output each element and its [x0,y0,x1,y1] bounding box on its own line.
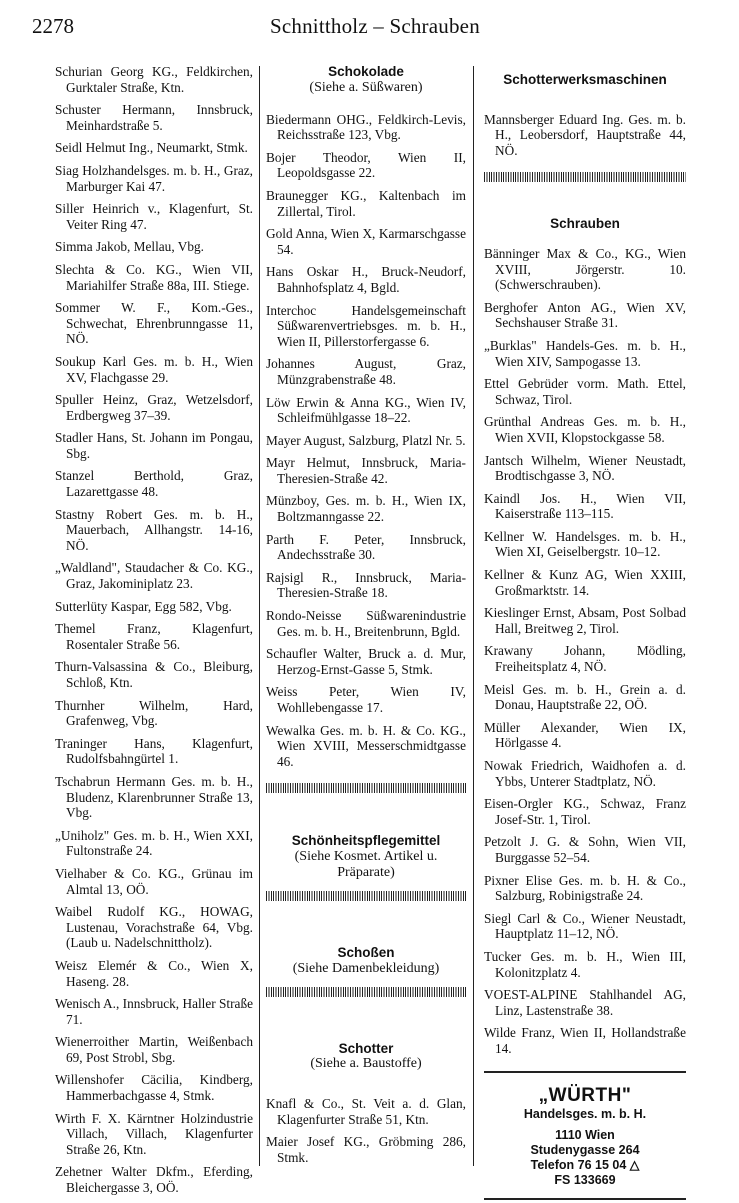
page-title: Schnittholz – Schrauben [270,14,480,38]
section-subtitle-schossen: (Siehe Damenbekleidung) [292,960,440,976]
section-divider [266,783,466,793]
list-entry: Schaufler Walter, Bruck a. d. Mur, Herzog-Ernst-Gasse 5, Stmk. [266,646,466,677]
list-entry: Krawany Johann, Mödling, Freiheitsplatz 4, NÖ. [484,643,686,675]
column-3 [484,64,686,1200]
advert-fs: FS 133669 [554,1172,616,1187]
list-entry: Mayr Helmut, Innsbruck, Maria-Theresien-Straße 42. [266,455,466,486]
list-entry: Mannsberger Eduard Ing. Ges. m. b. H., Leobersdorf, Hauptstraße 44, NÖ. [484,111,686,158]
list-entry: Themel Franz, Klagenfurt, Rosentaler Straße 56. [55,621,253,652]
list-entry: Weisz Elemér & Co., Wien X, Haseng. 28. [55,957,253,989]
section-divider [266,891,466,901]
list-entry: Seidl Helmut Ing., Neumarkt, Stmk. [55,140,248,156]
list-entry: Nowak Friedrich, Waidhofen a. d. Ybbs, Unterer Stadtplatz, NÖ. [484,758,686,789]
list-entry: Zehetner Walter Dkfm., Eferding, Bleichergasse 3, OÖ. [55,1164,253,1196]
list-entry: Johannes August, Graz, Münzgrabenstraße 48. [266,356,466,387]
list-entry: Thurn-Valsassina & Co., Bleiburg, Schloß, Ktn. [55,659,253,690]
section-divider [484,172,686,182]
list-entry: VOEST-ALPINE Stahlhandel AG, Linz, Lastenstraße 38. [484,987,686,1018]
list-entry: Kieslinger Ernst, Absam, Post Solbad Hall, Breitweg 2, Tirol. [484,605,686,636]
column-2 [266,64,466,1173]
list-entry: Gold Anna, Wien X, Karmarschgasse 54. [266,226,466,257]
page-number: 2278 [32,14,74,38]
list-entry: Braunegger KG., Kaltenbach im Zillertal, Tirol. [266,187,466,219]
list-entry: Stanzel Berthold, Graz, Lazarettgasse 48. [55,468,253,500]
schrauben-list [484,246,686,1057]
list-entry: „Waldland", Staudacher & Co. KG., Graz, Jakominiplatz 23. [55,560,253,592]
list-entry: Parth F. Peter, Innsbruck, Andechsstraße 30. [266,531,466,563]
wuerth-advertisement [484,1073,686,1198]
list-entry: „Burklas" Handels-Ges. m. b. H., Wien XIV, Sampogasse 13. [484,337,686,369]
list-entry: Müller Alexander, Wien IX, Hörlgasse 4. [484,719,686,751]
advert-brand: „WÜRTH" [538,1084,632,1106]
section-title-schotterwerksmaschinen: Schotterwerksmaschinen [503,72,667,87]
list-entry: Thurnher Wilhelm, Hard, Grafenweg, Vbg. [55,697,253,729]
list-entry: Siag Holzhandelsges. m. b. H., Graz, Marburger Kai 47. [55,162,253,194]
list-entry: Eisen-Orgler KG., Schwaz, Franz Josef-Str. 1, Tirol. [484,796,686,827]
list-entry: Stastny Robert Ges. m. b. H., Mauerbach, Allhangstr. 14-16, NÖ. [55,506,253,553]
section-title-schoenheitspflegemittel: Schönheitspflegemittel [291,833,441,849]
column-divider-right [473,66,474,1166]
section-subtitle-schotter: (Siehe a. Baustoffe) [310,1056,422,1072]
list-entry: „Uniholz" Ges. m. b. H., Wien XXI, Fultonstraße 24. [55,827,253,859]
schotterwerksmaschinen-list [484,112,686,159]
list-entry: Traninger Hans, Klagenfurt, Rudolfsbahngürtel 1. [55,735,253,767]
list-entry: Wilde Franz, Wien II, Hollandstraße 14. [484,1025,686,1056]
list-entry: Kellner W. Handelsges. m. b. H., Wien XI, Geiselbergstr. 10–12. [484,528,686,560]
list-entry: Meisl Ges. m. b. H., Grein a. d. Donau, Hauptstraße 22, OÖ. [484,681,686,713]
list-entry: Siller Heinrich v., Klagenfurt, St. Veiter Ring 47. [55,201,253,232]
advert-bottom-rule [484,1198,686,1200]
list-entry: Bänninger Max & Co., KG., Wien XVIII, Jörgerstr. 10. (Schwerschrauben). [484,245,686,293]
list-entry: Kaindl Jos. H., Wien VII, Kaiserstraße 113–115. [484,490,686,522]
list-entry: Tucker Ges. m. b. H., Wien III, Kolonitzplatz 4. [484,948,686,980]
list-entry: Ettel Gebrüder vorm. Math. Ettel, Schwaz, Tirol. [484,376,686,407]
list-entry: Spuller Heinz, Graz, Wetzelsdorf, Erdbergweg 37–39. [55,392,253,423]
list-entry: Löw Erwin & Anna KG., Wien IV, Schleifmühlgasse 18–22. [266,394,466,426]
list-entry: Kellner & Kunz AG, Wien XXIII, Großmarktstr. 14. [484,567,686,598]
list-entry: Mayer August, Salzburg, Platzl Nr. 5. [266,432,466,448]
section-subtitle-schoenheitspflegemittel: (Siehe Kosmet. Artikel u. Präparate) [294,848,438,880]
list-entry: Wenisch A., Innsbruck, Haller Straße 71. [55,996,253,1027]
list-entry: Knafl & Co., St. Veit a. d. Glan, Klagenfurter Straße 51, Ktn. [266,1096,466,1127]
list-entry: Sutterlüty Kaspar, Egg 582, Vbg. [55,598,232,614]
list-entry: Willenshofer Cäcilia, Kindberg, Hammerbachgasse 4, Stmk. [55,1072,253,1104]
schnittholz-list [55,64,253,1196]
list-entry: Siegl Carl & Co., Wiener Neustadt, Hauptplatz 11–12, NÖ. [484,910,686,942]
list-entry: Simma Jakob, Mellau, Vbg. [55,239,204,255]
list-entry: Hans Oskar H., Bruck-Neudorf, Bahnhofsplatz 4, Bgld. [266,264,466,295]
list-entry: Wienerroither Martin, Weißenbach 69, Post Strobl, Sbg. [55,1034,253,1065]
advert-city: 1110 Wien [555,1127,615,1142]
list-entry: Münzboy, Ges. m. b. H., Wien IX, Boltzmanngasse 22. [266,493,466,525]
list-entry: Berghofer Anton AG., Wien XV, Sechshauser Straße 31. [484,299,686,331]
list-entry: Schuster Hermann, Innsbruck, Meinhardstraße 5. [55,102,253,133]
list-entry: Vielhaber & Co. KG., Grünau im Almtal 13, OÖ. [55,865,253,897]
list-entry: Rajsigl R., Innsbruck, Maria-Theresien-Straße 18. [266,569,466,601]
schokolade-list [266,112,466,770]
list-entry: Pixner Elise Ges. m. b. H. & Co., Salzburg, Robinigstraße 24. [484,872,686,904]
list-entry: Wirth F. X. Kärntner Holzindustrie Villach, Villach, Klagenfurter Straße 26, Ktn. [55,1110,253,1157]
list-entry: Tschabrun Hermann Ges. m. b. H., Bludenz, Klarenbrunner Straße 13, Vbg. [55,773,253,821]
list-entry: Schurian Georg KG., Feldkirchen, Gurktaler Straße, Ktn. [55,64,253,95]
page-header [0,14,739,44]
list-entry: Maier Josef KG., Gröbming 286, Stmk. [266,1134,466,1165]
list-entry: Bojer Theodor, Wien II, Leopoldsgasse 22. [266,149,466,181]
list-entry: Biedermann OHG., Feldkirch-Levis, Reichsstraße 123, Vbg. [266,111,466,143]
section-title-schotter: Schotter [338,1040,394,1056]
advert-street: Studenygasse 264 [530,1142,640,1157]
list-entry: Stadler Hans, St. Johann im Pongau, Sbg. [55,430,253,461]
section-title-schossen: Schoßen [337,944,395,960]
list-entry: Petzolt J. G. & Sohn, Wien VII, Burggasse 52–54. [484,834,686,865]
list-entry: Grünthal Andreas Ges. m. b. H., Wien XVII, Klopstockgasse 58. [484,414,686,445]
advert-company: Handelsges. m. b. H. [523,1106,647,1121]
list-entry: Rondo-Neisse Süßwarenindustrie Ges. m. b. H., Breitenbrunn, Bgld. [266,608,466,639]
list-entry: Waibel Rudolf KG., HOWAG, Lustenau, Vorachstraße 64, Vbg. (Laub u. Nadelschnittholz). [55,904,253,951]
section-divider [266,987,466,997]
column-1 [55,64,253,1203]
list-entry: Sommer W. F., Kom.-Ges., Schwechat, Ehrenbrunngasse 11, NÖ. [55,300,253,347]
column-divider-left [259,66,260,1166]
advert-phone: Telefon 76 15 04 △ [530,1157,640,1172]
section-title-schrauben: Schrauben [550,216,620,232]
list-entry: Soukup Karl Ges. m. b. H., Wien XV, Flachgasse 29. [55,353,253,385]
list-entry: Slechta & Co. KG., Wien VII, Mariahilfer Straße 88a, III. Stiege. [55,261,253,293]
list-entry: Jantsch Wilhelm, Wiener Neustadt, Brodtischgasse 3, NÖ. [484,452,686,484]
section-title-schokolade: Schokolade [328,64,404,79]
schotter-list [266,1096,466,1165]
section-subtitle-schokolade: (Siehe a. Süßwaren) [309,79,423,95]
list-entry: Weiss Peter, Wien IV, Wohllebengasse 17. [266,684,466,715]
list-entry: Interchoc Handelsgemeinschaft Süßwarenvertriebsges. m. b. H., Wien II, Pillerstorfergasse 6. [266,302,466,349]
list-entry: Wewalka Ges. m. b. H. & Co. KG., Wien XVIII, Messerschmidtgasse 46. [266,722,466,769]
